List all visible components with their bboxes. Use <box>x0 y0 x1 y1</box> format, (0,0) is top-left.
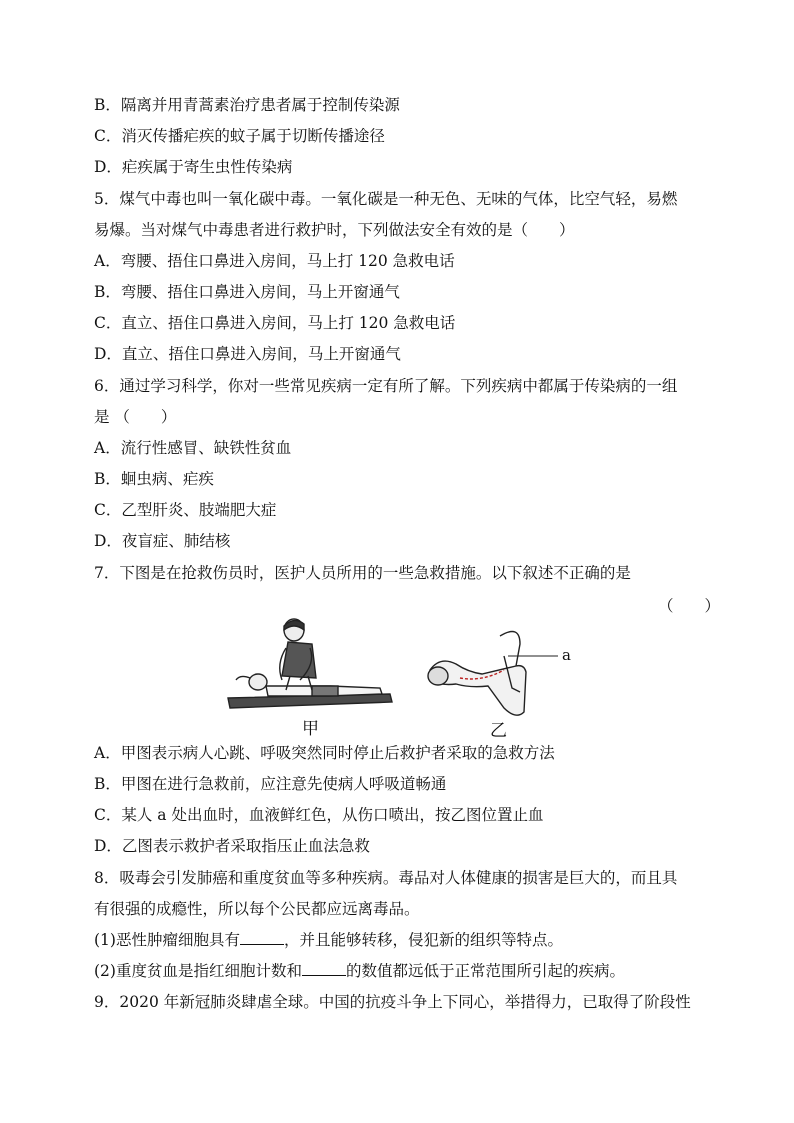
q4-option-c: C．消灭传播疟疾的蚊子属于切断传播途径 <box>94 127 385 145</box>
q8-subquestion-2 <box>94 961 625 981</box>
q8-sub1-blank[interactable] <box>240 930 284 945</box>
q8-subquestion-1 <box>94 930 563 950</box>
q7-option-a: A．甲图表示病人心跳、呼吸突然同时停止后救护者采取的急救方法 <box>94 744 555 762</box>
q5-stem-line2: 易爆。当对煤气中毒患者进行救护时，下列做法安全有效的是（ ） <box>94 221 575 239</box>
q6-option-a: A．流行性感冒、缺铁性贫血 <box>94 439 292 457</box>
q5-option-b: B．弯腰、捂住口鼻进入房间，马上开窗通气 <box>94 283 400 301</box>
q7-option-c: C．某人 a 处出血时，血液鲜红色，从伤口喷出，按乙图位置止血 <box>94 806 544 824</box>
figure-jia-cpr <box>228 619 392 708</box>
q6-option-b: B．蛔虫病、疟疾 <box>94 470 214 488</box>
first-aid-illustration <box>220 616 580 740</box>
q8-stem-line1: 8．吸毒会引发肺癌和重度贫血等多种疾病。毒品对人体健康的损害是巨大的，而且具 <box>94 869 678 887</box>
q6-stem-line2: 是 （ ） <box>94 408 177 426</box>
q5-option-c: C．直立、捂住口鼻进入房间，马上打 120 急救电话 <box>94 314 456 332</box>
q4-option-d: D．疟疾属于寄生虫性传染病 <box>94 158 293 176</box>
q7-option-d: D．乙图表示救护者采取指压止血法急救 <box>94 837 370 855</box>
q5-stem-line1: 5．煤气中毒也叫一氧化碳中毒。一氧化碳是一种无色、无味的气体，比空气轻，易燃 <box>94 190 678 208</box>
q7-figure <box>220 616 580 740</box>
q8-sub1-suffix: ，并且能够转移，侵犯新的组织等特点。 <box>283 931 563 949</box>
q8-sub1-prefix: (1)恶性肿瘤细胞具有 <box>94 931 240 949</box>
figure-yi-pressure <box>428 632 558 716</box>
figure-label-jia: 甲 <box>302 719 319 739</box>
q6-option-c: C．乙型肝炎、肢端肥大症 <box>94 501 277 519</box>
q6-stem-line1: 6．通过学习科学，你对一些常见疾病一定有所了解。下列疾病中都属于传染病的一组 <box>94 377 678 395</box>
q7-answer-paren: （ ） <box>658 597 721 615</box>
q7-option-b: B．甲图在进行急救前，应注意先使病人呼吸道畅通 <box>94 775 447 793</box>
q8-stem-line2: 有很强的成瘾性，所以每个公民都应远离毒品。 <box>94 900 420 918</box>
q7-stem: 7．下图是在抢救伤员时，医护人员所用的一些急救措施。以下叙述不正确的是 <box>94 564 631 582</box>
figure-label-a: a <box>562 646 571 664</box>
q8-sub2-prefix: (2)重度贫血是指红细胞计数和 <box>94 962 302 980</box>
q8-sub2-suffix: 的数值都远低于正常范围所引起的疾病。 <box>345 962 625 980</box>
q6-option-d: D．夜盲症、肺结核 <box>94 532 231 550</box>
q8-sub2-blank[interactable] <box>302 961 346 976</box>
q5-option-d: D．直立、捂住口鼻进入房间，马上开窗通气 <box>94 345 401 363</box>
figure-label-yi: 乙 <box>490 721 507 741</box>
q9-stem-line1: 9．2020 年新冠肺炎肆虐全球。中国的抗疫斗争上下同心，举措得力，已取得了阶段性 <box>94 993 691 1011</box>
q5-option-a: A．弯腰、捂住口鼻进入房间，马上打 120 急救电话 <box>94 252 455 270</box>
q4-option-b: B．隔离并用青蒿素治疗患者属于控制传染源 <box>94 96 400 114</box>
